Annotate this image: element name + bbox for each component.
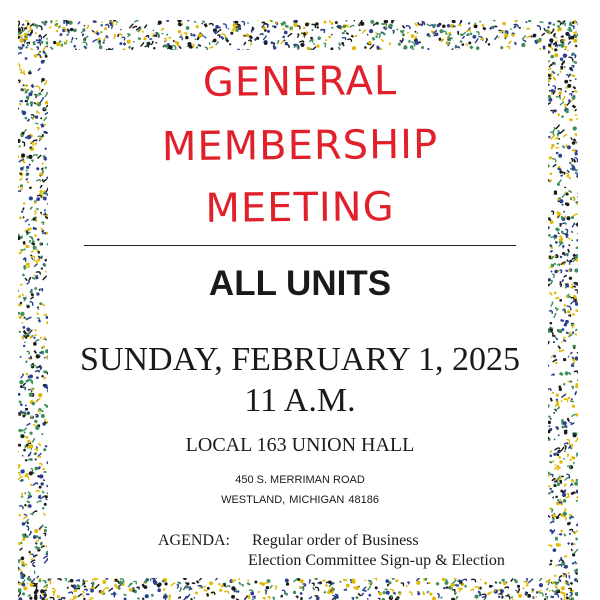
headline-line-1: GENERAL xyxy=(202,58,398,106)
agenda-item: Election Committee Sign-up & Election xyxy=(248,552,505,569)
divider-rule xyxy=(84,245,516,246)
venue-name: LOCAL 163 UNION HALL xyxy=(185,434,415,456)
headline-line-2: MEMBERSHIP xyxy=(161,121,439,171)
agenda-label: AGENDA: xyxy=(158,532,230,549)
headline-line-3: MEETING xyxy=(205,184,395,232)
units-heading: ALL UNITS xyxy=(208,264,392,303)
venue-street: 450 S. MERRIMAN ROAD xyxy=(235,474,365,486)
meeting-time: 11 A.M. xyxy=(244,382,356,419)
confetti-border-top xyxy=(18,20,578,50)
confetti-border-right xyxy=(548,20,578,600)
venue-city: WESTLAND, MICHIGAN 48186 xyxy=(221,494,379,506)
confetti-border-bottom xyxy=(18,578,578,600)
confetti-border-left xyxy=(18,20,48,600)
meeting-date: SUNDAY, FEBRUARY 1, 2025 xyxy=(80,341,520,378)
agenda-item: Regular order of Business xyxy=(252,532,419,549)
